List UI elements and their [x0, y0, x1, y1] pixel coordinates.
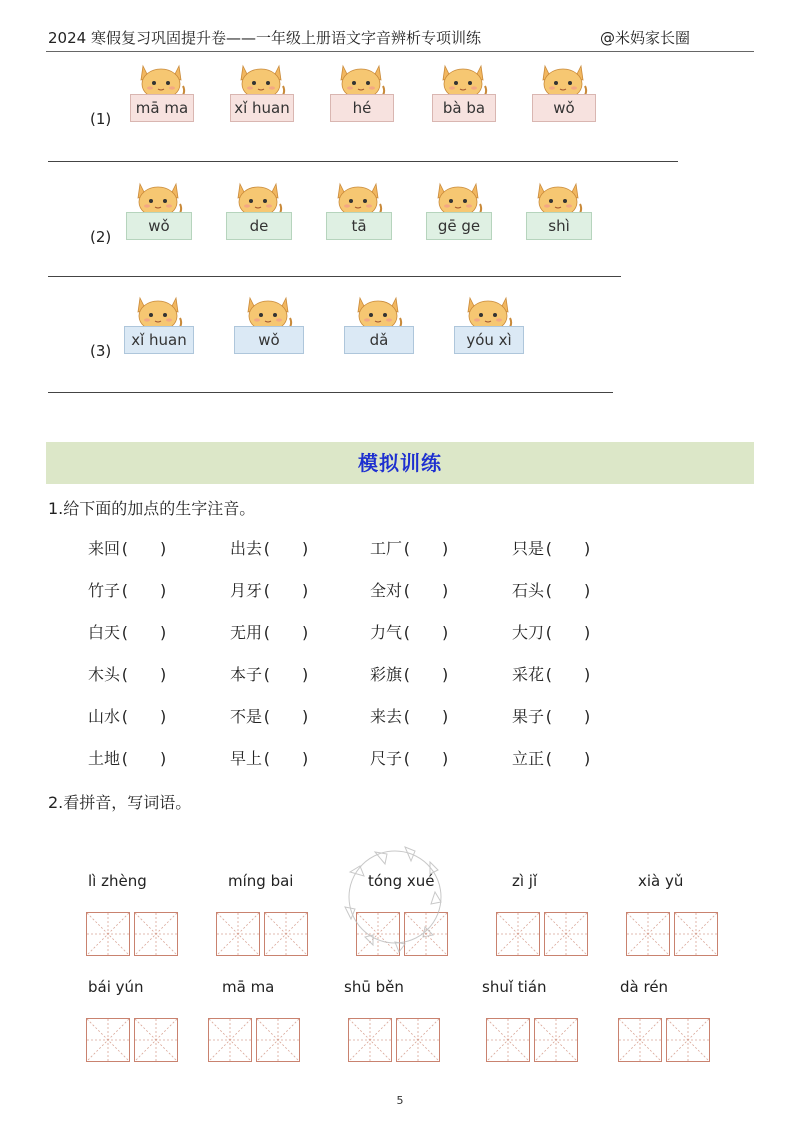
word-text: 不是: [230, 707, 263, 726]
pinyin-card: xǐ huan: [230, 94, 294, 122]
writing-grid[interactable]: [496, 912, 588, 956]
answer-blank[interactable]: ( ): [263, 665, 309, 684]
answer-blank[interactable]: ( ): [403, 749, 449, 768]
answer-blank[interactable]: ( ): [403, 707, 449, 726]
answer-line-1: [48, 161, 678, 162]
writing-grid[interactable]: [626, 912, 718, 956]
answer-blank[interactable]: ( ): [545, 581, 591, 600]
word-item: [370, 620, 450, 643]
row-2-number: (2): [90, 228, 112, 246]
writing-cell[interactable]: [534, 1018, 578, 1062]
word-text: 月牙: [230, 581, 263, 600]
word-item: [230, 662, 310, 685]
word-text: 大刀: [512, 623, 545, 642]
word-item: [512, 620, 592, 643]
word-item: [230, 578, 310, 601]
answer-blank[interactable]: ( ): [263, 539, 309, 558]
word-text: 立正: [512, 749, 545, 768]
answer-blank[interactable]: ( ): [263, 749, 309, 768]
writing-cell[interactable]: [626, 912, 670, 956]
word-item: [512, 662, 592, 685]
answer-blank[interactable]: ( ): [545, 749, 591, 768]
word-item: [512, 536, 592, 559]
writing-cell[interactable]: [86, 912, 130, 956]
pinyin-label: míng bai: [228, 872, 294, 890]
word-item: [88, 704, 168, 727]
answer-blank[interactable]: ( ): [263, 623, 309, 642]
writing-cell[interactable]: [496, 912, 540, 956]
word-item: [230, 620, 310, 643]
word-item: [370, 662, 450, 685]
page-number: 5: [396, 1094, 404, 1107]
answer-blank[interactable]: ( ): [263, 581, 309, 600]
answer-line-2: [48, 276, 621, 277]
pinyin-card: tā: [326, 212, 392, 240]
word-item: [370, 578, 450, 601]
section-banner: [46, 442, 754, 484]
writing-cell[interactable]: [348, 1018, 392, 1062]
word-text: 出去: [230, 539, 263, 558]
writing-grid[interactable]: [216, 912, 308, 956]
answer-blank[interactable]: ( ): [121, 665, 167, 684]
answer-blank[interactable]: ( ): [545, 707, 591, 726]
word-text: 全对: [370, 581, 403, 600]
pinyin-card: wǒ: [126, 212, 192, 240]
answer-blank[interactable]: ( ): [263, 707, 309, 726]
word-item: [88, 746, 168, 769]
writing-cell[interactable]: [134, 912, 178, 956]
watermark-stamp-icon: [330, 832, 460, 962]
answer-blank[interactable]: ( ): [403, 539, 449, 558]
question-1-title: 1.给下面的加点的生字注音。: [48, 499, 256, 518]
pinyin-label: shū běn: [344, 978, 404, 996]
word-text: 彩旗: [370, 665, 403, 684]
writing-cell[interactable]: [208, 1018, 252, 1062]
writing-cell[interactable]: [256, 1018, 300, 1062]
answer-blank[interactable]: ( ): [121, 539, 167, 558]
pinyin-card: yóu xì: [454, 326, 524, 354]
writing-grid[interactable]: [86, 912, 178, 956]
word-item: [230, 536, 310, 559]
word-text: 来去: [370, 707, 403, 726]
pinyin-label: zì jǐ: [512, 872, 538, 890]
word-text: 石头: [512, 581, 545, 600]
word-item: [88, 662, 168, 685]
header-brand: @米妈家长圈: [600, 29, 691, 47]
writing-cell[interactable]: [86, 1018, 130, 1062]
pinyin-card: xǐ huan: [124, 326, 194, 354]
word-text: 山水: [88, 707, 121, 726]
answer-blank[interactable]: ( ): [121, 707, 167, 726]
answer-blank[interactable]: ( ): [403, 623, 449, 642]
answer-blank[interactable]: ( ): [545, 665, 591, 684]
pinyin-card: shì: [526, 212, 592, 240]
writing-cell[interactable]: [544, 912, 588, 956]
banner-title: 模拟训练: [358, 451, 442, 475]
answer-blank[interactable]: ( ): [403, 581, 449, 600]
word-item: [88, 536, 168, 559]
word-item: [88, 578, 168, 601]
writing-grid[interactable]: [208, 1018, 300, 1062]
answer-blank[interactable]: ( ): [545, 623, 591, 642]
pinyin-label: xià yǔ: [638, 872, 684, 890]
writing-cell[interactable]: [134, 1018, 178, 1062]
answer-blank[interactable]: ( ): [121, 623, 167, 642]
writing-cell[interactable]: [674, 912, 718, 956]
pinyin-card: mā ma: [130, 94, 194, 122]
word-text: 力气: [370, 623, 403, 642]
pinyin-label: mā ma: [222, 978, 275, 996]
word-text: 无用: [230, 623, 263, 642]
word-item: [230, 746, 310, 769]
header-title: 2024 寒假复习巩固提升卷——一年级上册语文字音辨析专项训练: [48, 29, 481, 47]
word-text: 早上: [230, 749, 263, 768]
pinyin-card: wǒ: [234, 326, 304, 354]
word-item: [512, 704, 592, 727]
writing-cell[interactable]: [216, 912, 260, 956]
writing-cell[interactable]: [618, 1018, 662, 1062]
word-text: 白天: [88, 623, 121, 642]
writing-cell[interactable]: [486, 1018, 530, 1062]
pinyin-card: de: [226, 212, 292, 240]
word-item: [512, 578, 592, 601]
writing-grid[interactable]: [618, 1018, 710, 1062]
header-divider: [46, 51, 754, 52]
word-text: 果子: [512, 707, 545, 726]
word-text: 竹子: [88, 581, 121, 600]
pinyin-card: hé: [330, 94, 394, 122]
row-1-number: (1): [90, 110, 112, 128]
pinyin-card: wǒ: [532, 94, 596, 122]
word-item: [370, 746, 450, 769]
row-3-number: (3): [90, 342, 112, 360]
word-text: 木头: [88, 665, 121, 684]
pinyin-label: tóng xué: [368, 872, 435, 890]
answer-blank[interactable]: ( ): [121, 581, 167, 600]
word-text: 采花: [512, 665, 545, 684]
word-item: [370, 536, 450, 559]
question-2-title: 2.看拼音，写词语。: [48, 793, 192, 812]
word-item: [370, 704, 450, 727]
writing-grid[interactable]: [348, 1018, 440, 1062]
writing-cell[interactable]: [396, 1018, 440, 1062]
pinyin-card: dǎ: [344, 326, 414, 354]
word-text: 只是: [512, 539, 545, 558]
writing-grid[interactable]: [86, 1018, 178, 1062]
answer-blank[interactable]: ( ): [545, 539, 591, 558]
answer-line-3: [48, 392, 613, 393]
word-text: 来回: [88, 539, 121, 558]
pinyin-card: gē ge: [426, 212, 492, 240]
pinyin-label: shuǐ tián: [482, 978, 547, 996]
writing-cell[interactable]: [264, 912, 308, 956]
pinyin-card: bà ba: [432, 94, 496, 122]
word-text: 工厂: [370, 539, 403, 558]
pinyin-label: bái yún: [88, 978, 144, 996]
word-item: [512, 746, 592, 769]
answer-blank[interactable]: ( ): [403, 665, 449, 684]
word-item: [230, 704, 310, 727]
word-text: 尺子: [370, 749, 403, 768]
word-text: 本子: [230, 665, 263, 684]
pinyin-label: lì zhèng: [88, 872, 147, 890]
writing-cell[interactable]: [666, 1018, 710, 1062]
answer-blank[interactable]: ( ): [121, 749, 167, 768]
word-item: [88, 620, 168, 643]
pinyin-label: dà rén: [620, 978, 669, 996]
writing-grid[interactable]: [486, 1018, 578, 1062]
word-text: 土地: [88, 749, 121, 768]
